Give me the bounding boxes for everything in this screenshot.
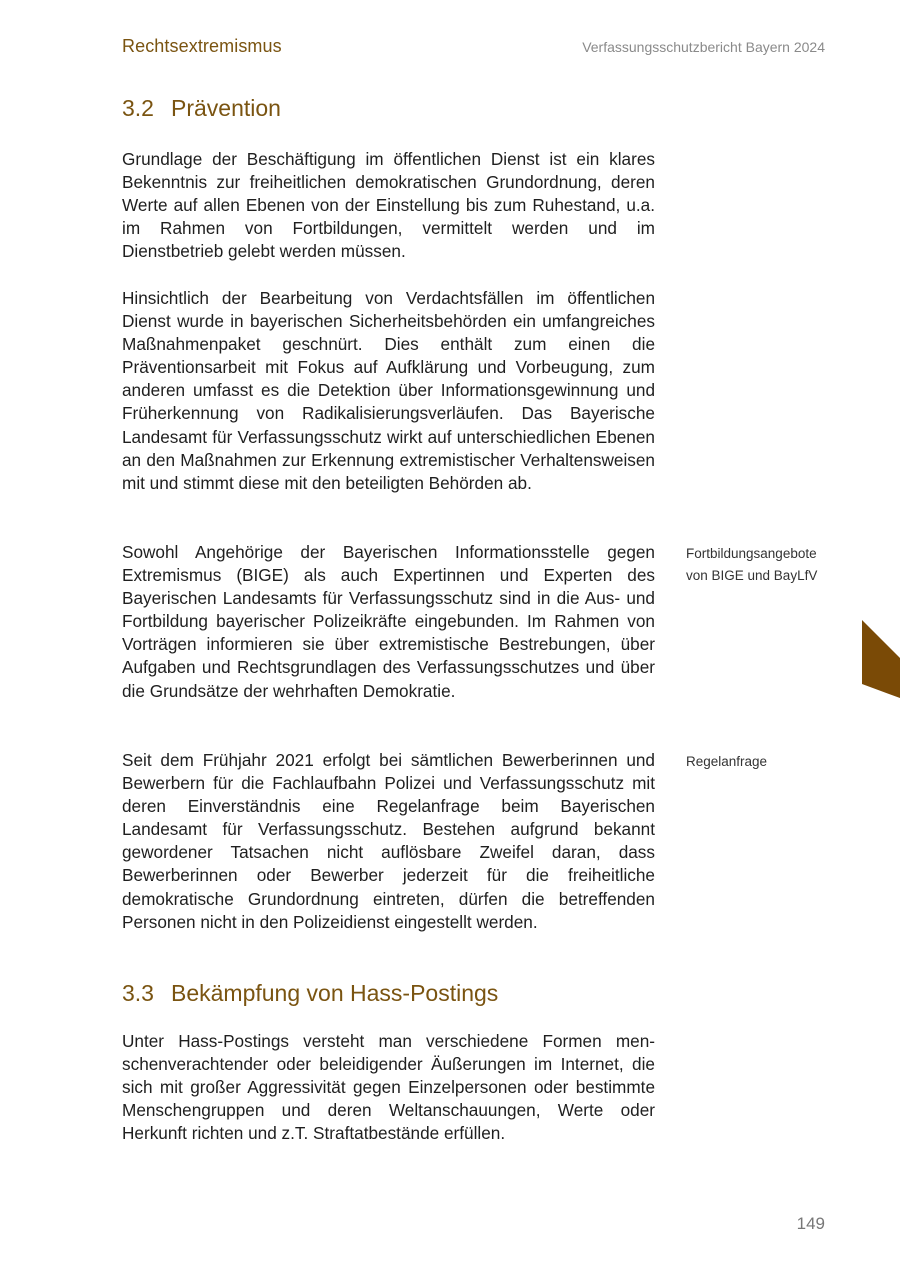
- paragraph-regelanfrage: Seit dem Frühjahr 2021 erfolgt bei sämtlichen Bewerberinnen und Bewerbern für die Fachlaufbahn Polizei und Verfassungsschutz mit deren Einverständnis eine Regelanfrage beim Bayerischen Landesamt für Verfassungsschutz. Bestehen aufgrund bekannt gewordener Tatsachen nicht auflösbare Zweifel daran, dass Bewerberinnen oder Bewerber jederzeit für die freiheitliche demokratische Grundordnung eintreten, dürfen die betreffenden Personen nicht in den Polizeidienst eingestellt werden.: [122, 750, 655, 932]
- paragraph-public-service-basis: Grundlage der Beschäftigung im öffentlichen Dienst ist ein klares Bekenntnis zur freiheitlichen demokratischen Grundordnung, deren Werte auf allen Ebenen von der Einstellung bis zum Ruhestand, u.a. im Rahmen von Fortbildungen, vermittelt werden und im Dienstbetrieb gelebt werden müssen.: [122, 149, 655, 262]
- paragraph-suspicion-cases: Hinsichtlich der Bearbeitung von Verdachtsfällen im öffentlichen Dienst wurde in bayerischen Sicherheitsbehörden ein umfangreiches Maßnahmenpaket geschnürt. Dies enthält zum einen die Präventionsarbeit mit Fokus auf Aufklärung und Vorbeugung, zum anderen umfasst es die Detektion über Informationsgewinnung und Früherkennung von Radikalisierungsverläufen. Das Bayerische Landesamt für Verfassungsschutz wirkt auf unterschiedlichen Ebenen an den Maßnahmen zur Erkennung extremistischer Verhaltensweisen mit und stimmt diese mit den beteiligten Behörden ab.: [122, 288, 655, 493]
- chapter-thumb-tab: [862, 620, 900, 698]
- section-title: Bekämpfung von Hass-Postings: [171, 980, 499, 1006]
- margin-note-training: Fortbildungsangebote von BIGE und BayLfV: [686, 546, 818, 583]
- paragraph-police-training: Sowohl Angehörige der Bayerischen Informationsstelle gegen Extremismus (BIGE) als auch Expertinnen und Experten des Bayerischen Landesamts für Verfassungsschutz sind in die Aus- und Fortbildung bayerischer Polizeikräfte eingebunden. Im Rahmen von Vorträgen informieren sie über extremistische Bestrebungen, über Aufgaben und Rechtsgrundlagen des Verfassungsschutzes und über die Grundsätze der wehrhaften Demokratie.: [122, 542, 655, 701]
- section-title: Prävention: [171, 95, 281, 121]
- section-heading-3-2: [122, 95, 281, 122]
- paragraph-hate-postings-definition: Unter Hass-Postings versteht man verschiedene Formen menschenverachtender oder beleidigender Äußerungen im Internet, die sich mit großer Aggressivität gegen Einzelpersonen oder bestimmte Menschengruppen und deren Weltanschauungen, Werte oder Herkunft richten und z.T. Straftatbestände erfüllen.: [122, 1031, 655, 1144]
- section-number: 3.3: [122, 980, 154, 1006]
- running-head-section: Rechtsextremismus: [122, 36, 282, 56]
- page-number: 149: [796, 1214, 825, 1233]
- running-head-report-title: Verfassungsschutzbericht Bayern 2024: [582, 39, 825, 55]
- section-heading-3-3: [122, 980, 498, 1007]
- margin-note-regelanfrage: Regelanfrage: [686, 754, 768, 769]
- section-number: 3.2: [122, 95, 154, 121]
